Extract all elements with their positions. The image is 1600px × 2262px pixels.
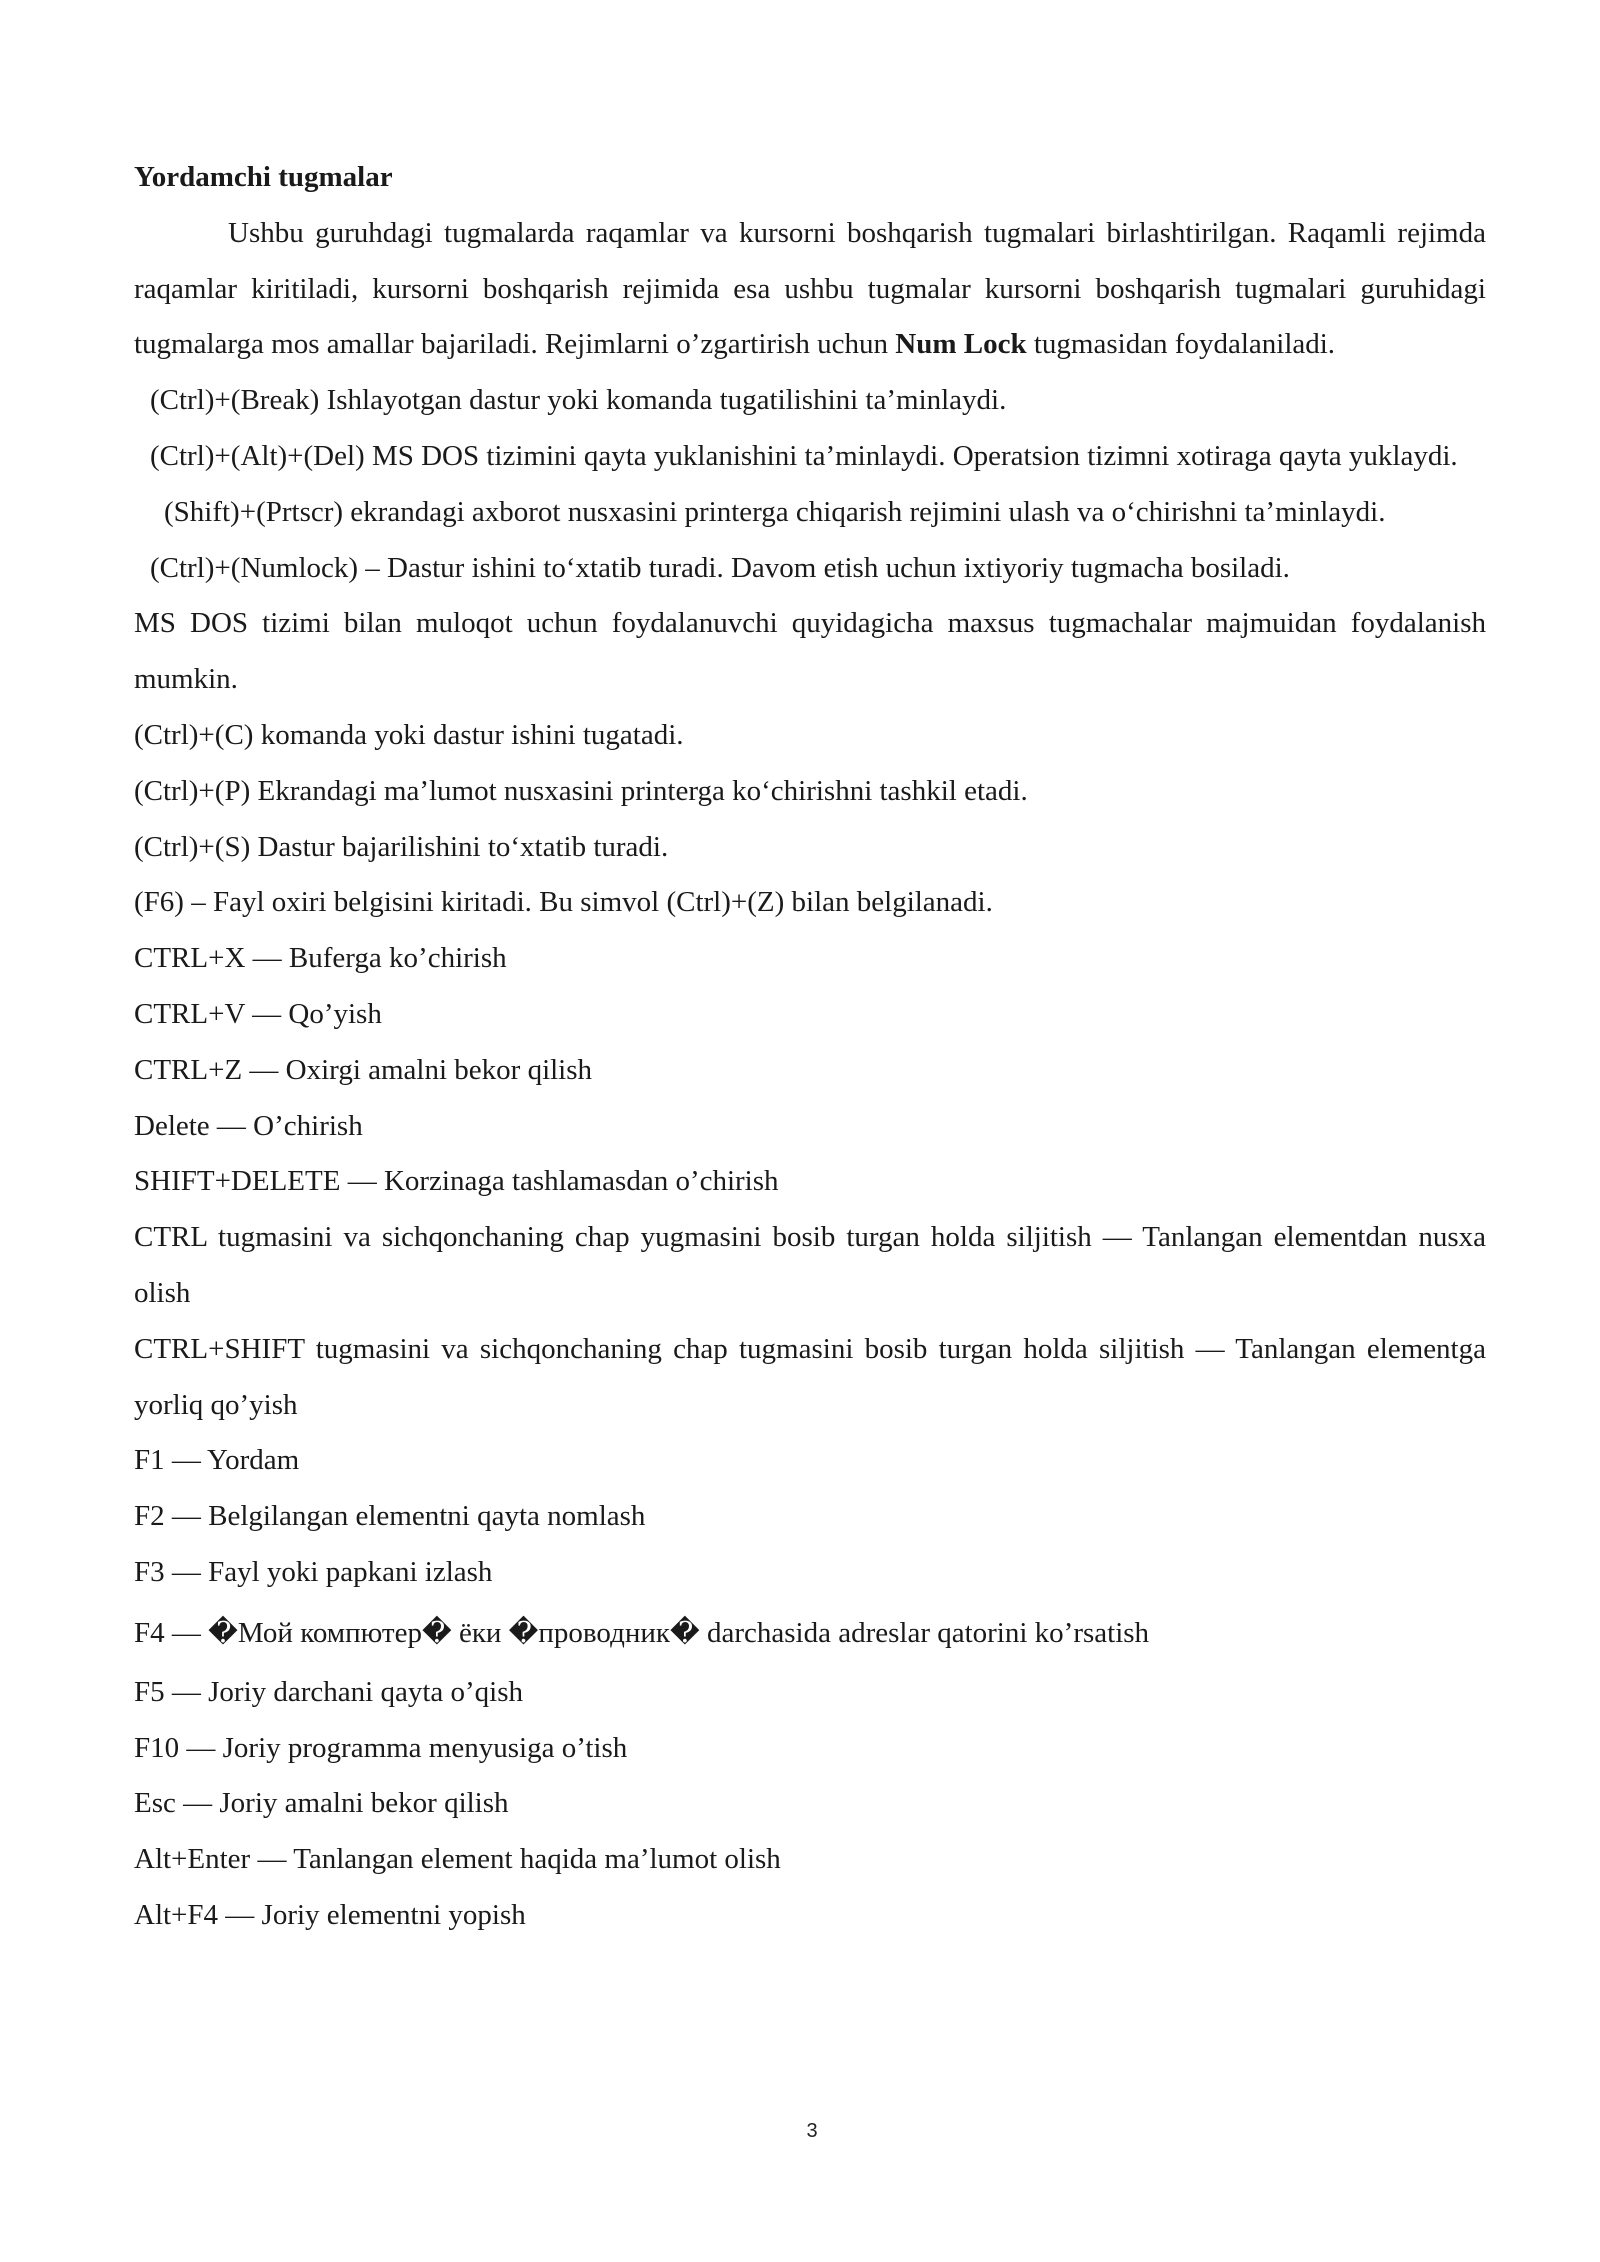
shortcut-ctrl-drag: CTRL tugmasini va sichqonchaning chap yugmasini bosib turgan holda siljitish — Tanlangan elementdan nusxa olish bbox=[134, 1221, 1486, 1309]
page-number: 3 bbox=[806, 2120, 818, 2142]
dos-key-ctrl-c: (Ctrl)+(C) komanda yoki dastur ishini tugatadi. bbox=[134, 718, 684, 751]
shortcut-alt-f4: Alt+F4 — Joriy elementni yopish bbox=[134, 1898, 526, 1931]
dos-key-ctrl-s: (Ctrl)+(S) Dastur bajarilishini to‘xtatib turadi. bbox=[134, 830, 669, 863]
shortcut-f3: F3 — Fayl yoki papkani izlash bbox=[134, 1555, 493, 1588]
dos-key-ctrl-p: (Ctrl)+(P) Ekrandagi ma’lumot nusxasini printerga ko‘chirishni tashkil etadi. bbox=[134, 774, 1028, 807]
dos-key-f6: (F6) – Fayl oxiri belgisini kiritadi. Bu simvol (Ctrl)+(Z) bilan belgilanadi. bbox=[134, 886, 993, 919]
num-lock-key: Num Lock bbox=[895, 328, 1027, 361]
shortcut-ctrl-v: CTRL+V — Qo’yish bbox=[134, 997, 382, 1030]
shortcut-f4: F4 — �Мой компютер� ёки �проводник� darchasida adreslar qatorini ko’rsatish bbox=[134, 1616, 1150, 1649]
combo-ctrl-numlock: (Ctrl)+(Numlock) – Dastur ishini to‘xtatib turadi. Davom etish uchun ixtiyoriy tugmacha bosiladi. bbox=[150, 551, 1290, 584]
combo-ctrl-alt-del: (Ctrl)+(Alt)+(Del) MS DOS tizimini qayta yuklanishini ta’minlaydi. Operatsion tizimni xotiraga qayta yuklaydi. bbox=[150, 439, 1458, 472]
shortcut-ctrl-x: CTRL+X — Buferga ko’chirish bbox=[134, 942, 507, 975]
shortcut-ctrl-shift-drag: CTRL+SHIFT tugmasini va sichqonchaning chap tugmasini bosib turgan holda siljitish — Tanlangan elementga yorliq qo’yish bbox=[134, 1332, 1486, 1421]
intro-text: Ushbu guruhdagi tugmalarda raqamlar va kursorni boshqarish tugmalari birlashtirilgan. Raqamli rejimda raqamlar kiritiladi, kursorni boshqarish rejimida esa ushbu tugmalar kursorni boshqarish tugmalari guruhidagi tugmalarga mos amallar bajariladi. Rejimlarni o’zgartirish uchun bbox=[134, 216, 1486, 361]
shortcut-ctrl-z: CTRL+Z — Oxirgi amalni bekor qilish bbox=[134, 1053, 593, 1086]
shortcut-f10: F10 — Joriy programma menyusiga o’tish bbox=[134, 1731, 628, 1764]
shortcut-f2: F2 — Belgilangan elementni qayta nomlash bbox=[134, 1500, 646, 1533]
shortcut-f5: F5 — Joriy darchani qayta o’qish bbox=[134, 1675, 524, 1708]
shortcut-delete: Delete — O’chirish bbox=[134, 1109, 363, 1142]
intro-tail: tugmasidan foydalaniladi. bbox=[1033, 328, 1336, 361]
shortcut-shift-delete: SHIFT+DELETE — Korzinaga tashlamasdan o’chirish bbox=[134, 1165, 779, 1198]
section-heading: Yordamchi tugmalar bbox=[134, 161, 393, 193]
shortcut-alt-enter: Alt+Enter — Tanlangan element haqida ma’lumot olish bbox=[134, 1843, 781, 1876]
combo-ctrl-break: (Ctrl)+(Break) Ishlayotgan dastur yoki komanda tugatilishini ta’minlaydi. bbox=[150, 384, 1007, 417]
shortcut-esc: Esc — Joriy amalni bekor qilish bbox=[134, 1787, 509, 1820]
combo-shift-prtscr: (Shift)+(Prtscr) ekrandagi axborot nusxasini printerga chiqarish rejimini ulash va o‘chirishni ta’minlaydi. bbox=[164, 495, 1386, 528]
dos-intro-paragraph: MS DOS tizimi bilan muloqot uchun foydalanuvchi quyidagicha maxsus tugmachalar majmuidan foydalanish mumkin. bbox=[134, 607, 1486, 696]
document-page bbox=[134, 150, 1486, 1944]
intro-paragraph bbox=[134, 206, 1486, 373]
shortcut-f1: F1 — Yordam bbox=[134, 1444, 300, 1477]
